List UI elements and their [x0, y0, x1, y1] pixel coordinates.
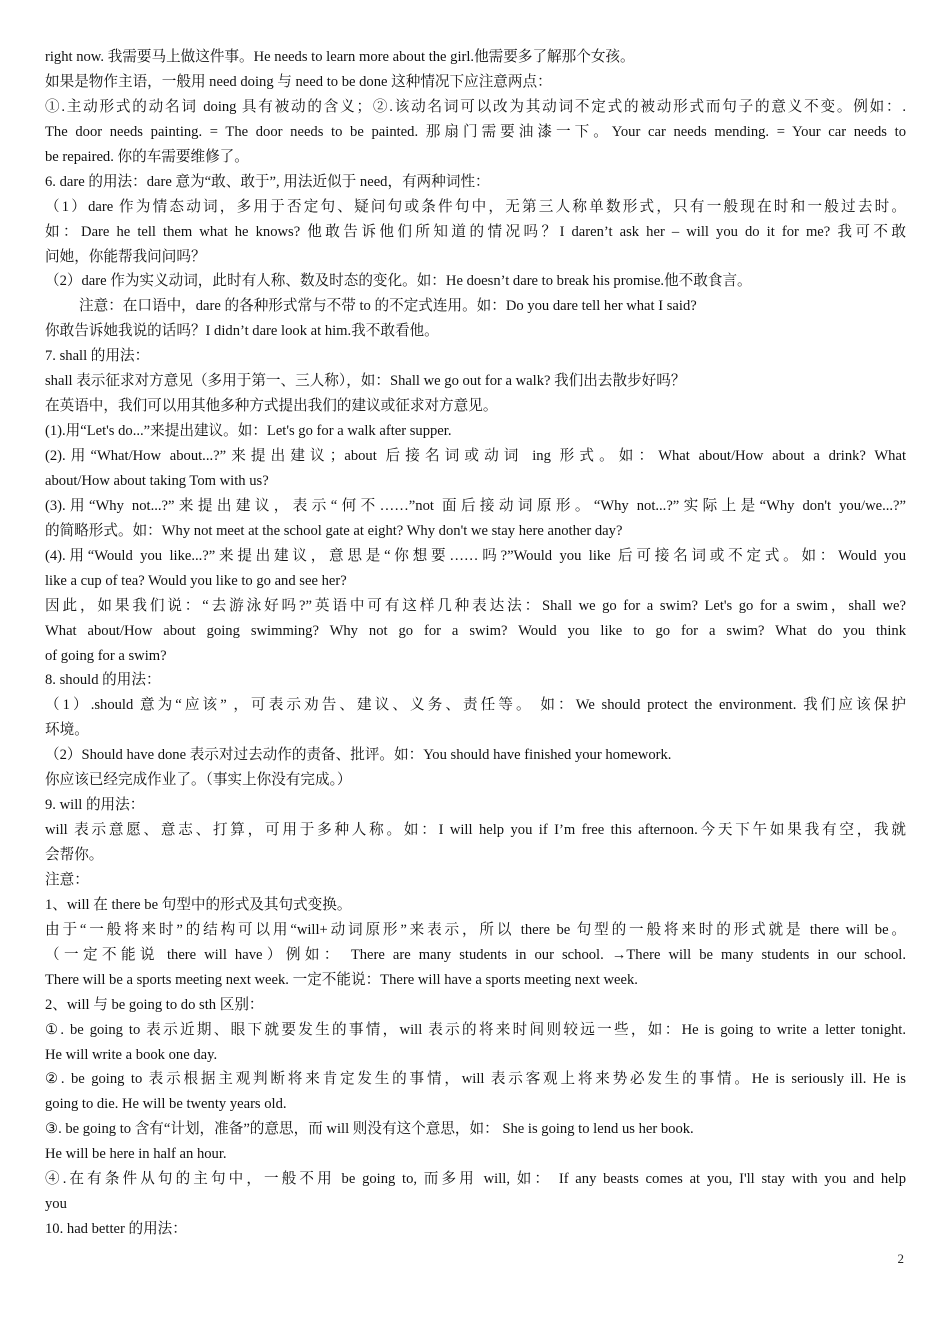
text-line: be repaired. 你的车需要维修了。 — [45, 148, 249, 165]
text-line: you — [45, 1196, 67, 1213]
text-line: There will be a sports meeting next week. 一定不能说：There will have a sports meeting next week. — [45, 971, 638, 988]
text-line: ①.主动形式的动名词 doing 具有被动的含义；②.该动名词可以改为其动词不定式的被动形式而句子的意义不变。例如：. — [45, 98, 906, 115]
text-line: 你应该已经完成作业了。（事实上你没有完成。） — [45, 772, 352, 789]
text-line: 因此，如果我们说：“去游泳好吗?”英语中可有这样几种表达法：Shall we go for a swim? Let's go for a swim，shall we? — [45, 597, 906, 614]
text-line: right now. 我需要马上做这件事。He needs to learn more about the girl.他需要多了解那个女孩。 — [45, 49, 635, 65]
text-line: 9. will 的用法： — [45, 797, 145, 814]
text-line: (2).用“What/How about...?”来提出建议；about 后接名词或动词 ing 形式。如：What about/How about a drink? What — [45, 448, 906, 464]
text-line: The door needs painting. = The door needs to be painted. 那扇门需要油漆一下。Your car needs mending. = Your car needs to — [45, 123, 906, 140]
text-line: 由于“一般将来时”的结构可以用“will+动词原形”来表示，所以 there be 句型的一般将来时的形式就是 there will be。 — [45, 921, 906, 938]
text-line: (3).用“Why not...?”来提出建议，表示“何不……”not 面后接动词原形。“Why not...?”实际上是“Why don't you/we...?” — [45, 497, 906, 514]
text-line: 如：Dare he tell them what he knows? 他敢告诉他们所知道的情况吗？I daren’t ask her – will you do it for me? 我可不敢 — [45, 223, 906, 240]
text-line: He will be here in half an hour. — [45, 1146, 227, 1163]
text-line: will 表示意愿、意志、打算，可用于多种人称。如：I will help you if I’m free this afternoon.今天下午如果我有空，我就 — [45, 822, 906, 839]
text-line: He will write a book one day. — [45, 1046, 218, 1063]
text-line: （1）.should 意为“应该” ，可表示劝告、建议、义务、责任等。 如：We should protect the environment. 我们应该保护 — [45, 697, 906, 714]
text-line: 环境。 — [45, 722, 89, 739]
text-line: ②. be going to 表示根据主观判断将来肯定发生的事情，will 表示客观上将来势必发生的事情。He is seriously ill. He is — [45, 1071, 906, 1088]
text-line: (1).用“Let's do...”来提出建议。如：Let's go for a walk after supper. — [45, 423, 452, 440]
text-line: What about/How about going swimming? Why not go for a swim? Would you like to go for a swim? What do you think — [45, 622, 906, 639]
text-line: 1、will 在 there be 句型中的形式及其句式变换。 — [45, 896, 352, 913]
text-line: （1）dare 作为情态动词，多用于否定句、疑问句或条件句中，无第三人称单数形式，只有一般现在时和一般过去时。 — [45, 198, 906, 215]
text-line: (4).用“Would you like...?”来提出建议，意思是“你想要……吗?”Would you like 后可接名词或不定式。如：Would you — [45, 547, 906, 564]
text-line: 会帮你。 — [45, 847, 104, 863]
text-line: 如果是物作主语，一般用 need doing 与 need to be done 这种情况下应注意两点： — [45, 73, 552, 90]
text-line: 8. should 的用法： — [45, 672, 161, 689]
text-line: 6. dare 的用法：dare 意为“敢、敢于”, 用法近似于 need，有两种词性： — [45, 173, 490, 190]
text-line: ④.在有条件从句的主句中，一般不用 be going to, 而多用 will, 如： If any beasts comes at you, I'll stay with you and help — [45, 1171, 906, 1188]
text-line: 注意：在口语中，dare 的各种形式常与不带 to 的不定式连用。如：Do you dare tell her what I said? — [79, 298, 697, 315]
text-line: 7. shall 的用法： — [45, 348, 150, 365]
text-line: 注意： — [45, 871, 89, 888]
text-line: ③. be going to 含有“计划，准备”的意思，而 will 则没有这个意思，如： She is going to lend us her book. — [45, 1121, 694, 1138]
text-line: going to die. He will be twenty years old. — [45, 1096, 287, 1113]
text-line: shall 表示征求对方意见（多用于第一、三人称），如：Shall we go out for a walk? 我们出去散步好吗？ — [45, 373, 686, 390]
text-line: of going for a swim? — [45, 647, 167, 664]
text-line: （2）Should have done 表示对过去动作的责备、批评。如：You should have finished your homework. — [45, 747, 672, 764]
text-line: （一定不能说 there will have）例如： There are many students in our school. →There will be many students in our school. — [45, 946, 906, 963]
text-line: 2、will 与 be going to do sth 区别： — [45, 996, 264, 1013]
text-line: 的简略形式。如：Why not meet at the school gate at eight? Why don't we stay here another day? — [45, 522, 623, 539]
text-line: 在英语中，我们可以用其他多种方式提出我们的建议或征求对方意见。 — [45, 398, 498, 415]
text-line: 你敢告诉她我说的话吗？I didn’t dare look at him.我不敢看他。 — [45, 323, 439, 340]
text-line: （2）dare 作为实义动词，此时有人称、数及时态的变化。如：He doesn’t dare to break his promise.他不敢食言。 — [45, 273, 752, 290]
text-line: like a cup of tea? Would you like to go and see her? — [45, 572, 347, 589]
page-number: 2 — [897, 1251, 904, 1266]
text-line: 问她，你能帮我问问吗？ — [45, 248, 206, 265]
body-text — [45, 45, 906, 1242]
text-line: ①. be going to 表示近期、眼下就要发生的事情，will 表示的将来时间则较远一些，如：He is going to write a letter tonight. — [45, 1021, 906, 1038]
text-line: about/How about taking Tom with us? — [45, 472, 269, 489]
text-line: 10. had better 的用法： — [45, 1221, 187, 1238]
